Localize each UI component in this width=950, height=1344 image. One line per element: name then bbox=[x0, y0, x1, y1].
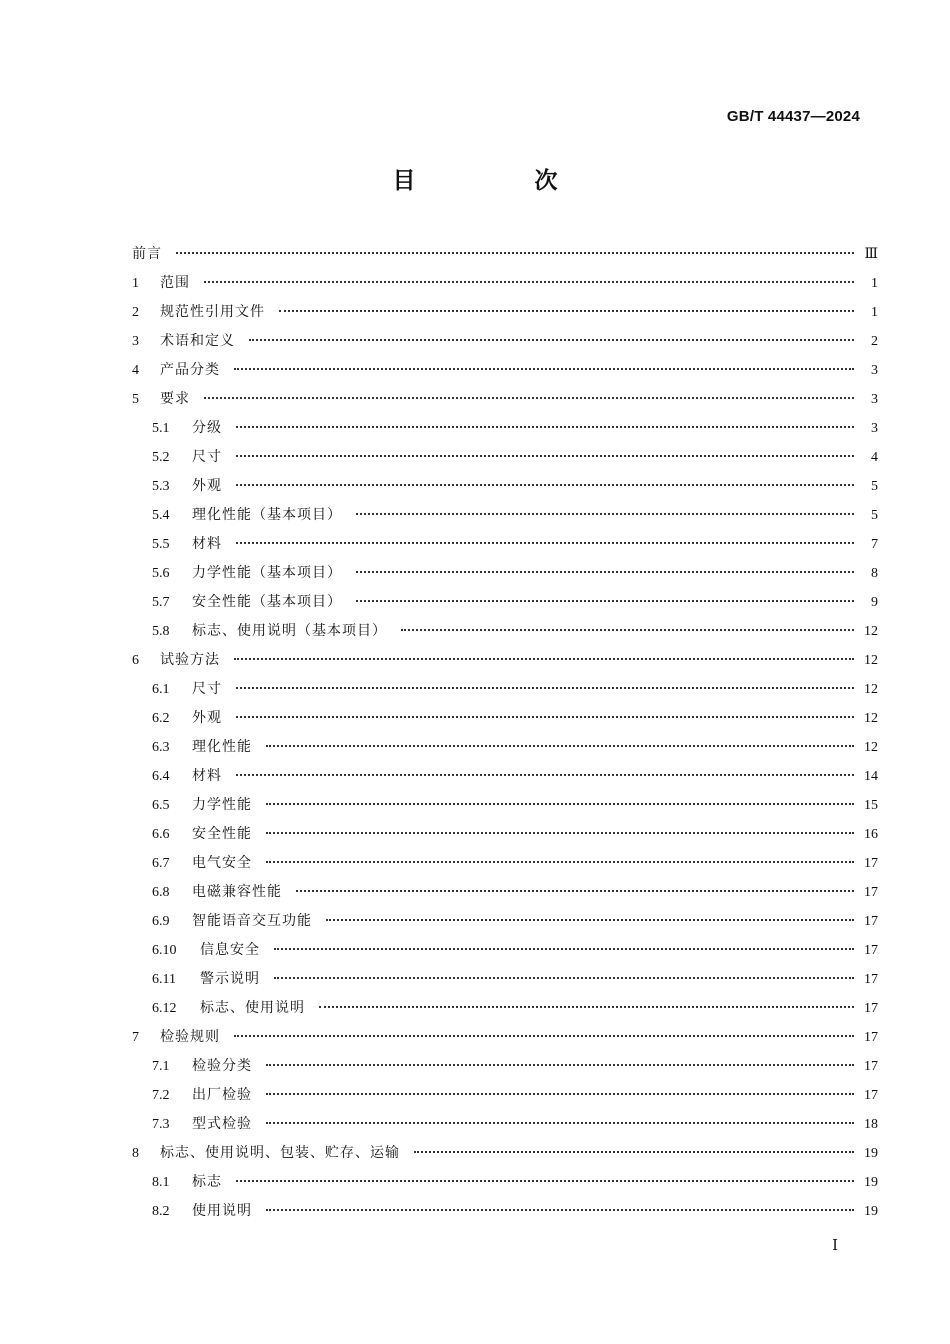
toc-entry[interactable] bbox=[132, 704, 878, 733]
toc-leader-dots bbox=[274, 977, 854, 979]
toc-entry-number: 8 bbox=[132, 1146, 139, 1161]
toc-entry-number: 6.5 bbox=[152, 798, 170, 813]
toc-entry-page: 12 bbox=[864, 682, 878, 697]
toc-leader-dots bbox=[401, 629, 854, 631]
toc-entry-number: 5 bbox=[132, 392, 139, 407]
toc-leader-dots bbox=[234, 368, 854, 370]
toc-entry-title: 试验方法 bbox=[160, 652, 220, 668]
toc-entry-page: 17 bbox=[864, 1030, 878, 1045]
toc-entry-page: 17 bbox=[864, 856, 878, 871]
toc-entry[interactable] bbox=[132, 327, 878, 356]
toc-entry-page: 12 bbox=[864, 740, 878, 755]
toc-leader-dots bbox=[266, 861, 854, 863]
toc-leader-dots bbox=[319, 1006, 854, 1008]
toc-entry-number: 5.5 bbox=[152, 537, 170, 552]
toc-entry[interactable] bbox=[132, 762, 878, 791]
toc-entry-title: 材料 bbox=[192, 536, 222, 552]
toc-entry-number: 6.1 bbox=[152, 682, 170, 697]
toc-entry[interactable] bbox=[132, 791, 878, 820]
toc-entry-title: 安全性能 bbox=[192, 826, 252, 842]
toc-entry[interactable] bbox=[132, 1110, 878, 1139]
toc-entry-page: 2 bbox=[871, 334, 878, 349]
standard-number: GB/T 44437—2024 bbox=[726, 108, 860, 125]
toc-entry[interactable] bbox=[132, 733, 878, 762]
toc-leader-dots bbox=[274, 948, 854, 950]
toc-leader-dots bbox=[279, 310, 854, 312]
toc-leader-dots bbox=[236, 455, 854, 457]
toc-entry[interactable] bbox=[132, 907, 878, 936]
toc-leader-dots bbox=[236, 687, 854, 689]
toc-entry-number: 6.8 bbox=[152, 885, 170, 900]
toc-entry-number: 5.1 bbox=[152, 421, 170, 436]
toc-entry-number: 5.4 bbox=[152, 508, 170, 523]
toc-entry-title: 材料 bbox=[192, 768, 222, 784]
toc-entry-page: 17 bbox=[864, 914, 878, 929]
toc-entry-title: 理化性能（基本项目） bbox=[192, 507, 342, 523]
toc-leader-dots bbox=[266, 1064, 854, 1066]
toc-leader-dots bbox=[236, 542, 854, 544]
toc-entry-page: 15 bbox=[864, 798, 878, 813]
toc-entry[interactable] bbox=[132, 1023, 878, 1052]
toc-entry-title: 理化性能 bbox=[192, 739, 252, 755]
toc-entry-page: 7 bbox=[871, 537, 878, 552]
toc-entry-page: 8 bbox=[871, 566, 878, 581]
toc-entry-number: 6.3 bbox=[152, 740, 170, 755]
toc-entry[interactable] bbox=[132, 501, 878, 530]
toc-entry-page: 5 bbox=[871, 508, 878, 523]
toc-entry-number: 5.6 bbox=[152, 566, 170, 581]
toc-entry-page: 19 bbox=[864, 1146, 878, 1161]
toc-leader-dots bbox=[249, 339, 854, 341]
toc-leader-dots bbox=[204, 281, 854, 283]
toc-leader-dots bbox=[236, 484, 854, 486]
toc-entry-title: 电气安全 bbox=[192, 855, 252, 871]
toc-leader-dots bbox=[266, 1093, 854, 1095]
toc-entry[interactable] bbox=[132, 617, 878, 646]
toc-leader-dots bbox=[266, 745, 854, 747]
toc-entry[interactable] bbox=[132, 356, 878, 385]
toc-leader-dots bbox=[356, 600, 854, 602]
toc-entry-page: 19 bbox=[864, 1204, 878, 1219]
toc-entry-title: 智能语音交互功能 bbox=[192, 913, 312, 929]
toc-entry-page: 12 bbox=[864, 653, 878, 668]
toc-entry-title: 外观 bbox=[192, 478, 222, 494]
toc-entry-title: 前言 bbox=[132, 246, 162, 262]
toc-entry-title: 警示说明 bbox=[200, 971, 260, 987]
toc-entry[interactable] bbox=[132, 675, 878, 704]
toc-entry-number: 2 bbox=[132, 305, 139, 320]
toc-entry[interactable] bbox=[132, 1052, 878, 1081]
toc-entry[interactable] bbox=[132, 385, 878, 414]
toc-entry-number: 5.3 bbox=[152, 479, 170, 494]
toc-entry-page: 18 bbox=[864, 1117, 878, 1132]
toc-entry-title: 力学性能 bbox=[192, 797, 252, 813]
toc-entry-number: 8.2 bbox=[152, 1204, 170, 1219]
toc-entry-title: 产品分类 bbox=[160, 362, 220, 378]
toc-entry[interactable] bbox=[132, 443, 878, 472]
toc-entry-number: 6.9 bbox=[152, 914, 170, 929]
toc-entry-title: 检验规则 bbox=[160, 1029, 220, 1045]
toc-entry-title: 检验分类 bbox=[192, 1058, 252, 1074]
toc-entry-page: 12 bbox=[864, 711, 878, 726]
toc-entry-number: 6.10 bbox=[152, 943, 177, 958]
toc-entry-title: 术语和定义 bbox=[160, 333, 235, 349]
toc-entry-page: 17 bbox=[864, 885, 878, 900]
toc-entry[interactable] bbox=[132, 820, 878, 849]
toc-entry-title: 尺寸 bbox=[192, 449, 222, 465]
toc-entry-number: 7.2 bbox=[152, 1088, 170, 1103]
toc-leader-dots bbox=[236, 426, 854, 428]
toc-entry[interactable] bbox=[132, 965, 878, 994]
toc-leader-dots bbox=[236, 1180, 854, 1182]
toc-leader-dots bbox=[326, 919, 854, 921]
toc-entry-number: 6.6 bbox=[152, 827, 170, 842]
toc-entry-page: 3 bbox=[871, 363, 878, 378]
toc-entry-number: 5.7 bbox=[152, 595, 170, 610]
toc-entry-number: 6.4 bbox=[152, 769, 170, 784]
toc-entry-title: 力学性能（基本项目） bbox=[192, 565, 342, 581]
toc-entry-page: 17 bbox=[864, 1059, 878, 1074]
toc-leader-dots bbox=[236, 716, 854, 718]
toc-entry-page: 5 bbox=[871, 479, 878, 494]
toc-entry-number: 6.12 bbox=[152, 1001, 177, 1016]
toc-entry-title: 规范性引用文件 bbox=[160, 304, 265, 320]
toc-leader-dots bbox=[266, 803, 854, 805]
toc-leader-dots bbox=[414, 1151, 854, 1153]
toc-entry[interactable] bbox=[132, 1168, 878, 1197]
toc-leader-dots bbox=[234, 1035, 854, 1037]
toc-entry-number: 7 bbox=[132, 1030, 139, 1045]
toc-entry[interactable] bbox=[132, 878, 878, 907]
toc-entry-page: 1 bbox=[871, 305, 878, 320]
toc-entry-title: 要求 bbox=[160, 391, 190, 407]
toc-entry[interactable] bbox=[132, 994, 878, 1023]
toc-entry-title: 尺寸 bbox=[192, 681, 222, 697]
toc-entry[interactable] bbox=[132, 530, 878, 559]
toc-entry[interactable] bbox=[132, 936, 878, 965]
toc-entry-title: 标志 bbox=[192, 1174, 222, 1190]
toc-leader-dots bbox=[176, 252, 854, 254]
toc-leader-dots bbox=[236, 774, 854, 776]
toc-entry-title: 范围 bbox=[160, 275, 190, 291]
toc-entry-title: 使用说明 bbox=[192, 1203, 252, 1219]
toc-leader-dots bbox=[266, 832, 854, 834]
toc-entry[interactable] bbox=[132, 269, 878, 298]
toc-entry-number: 6.7 bbox=[152, 856, 170, 871]
toc-entry[interactable] bbox=[132, 559, 878, 588]
toc-leader-dots bbox=[204, 397, 854, 399]
toc-leader-dots bbox=[266, 1209, 854, 1211]
toc-entry-number: 8.1 bbox=[152, 1175, 170, 1190]
toc-entry[interactable] bbox=[132, 472, 878, 501]
toc-entry-title: 信息安全 bbox=[200, 942, 260, 958]
toc-entry-number: 5.2 bbox=[152, 450, 170, 465]
toc-entry-number: 6.2 bbox=[152, 711, 170, 726]
toc-entry-page: Ⅲ bbox=[864, 247, 878, 262]
toc-entry-title: 安全性能（基本项目） bbox=[192, 594, 342, 610]
toc-entry-page: 17 bbox=[864, 972, 878, 987]
toc-leader-dots bbox=[296, 890, 854, 892]
toc-entry-page: 17 bbox=[864, 1001, 878, 1016]
toc-leader-dots bbox=[356, 513, 854, 515]
toc-entry-number: 7.1 bbox=[152, 1059, 170, 1074]
toc-entry[interactable] bbox=[132, 646, 878, 675]
toc-entry-title: 标志、使用说明 bbox=[200, 1000, 305, 1016]
table-of-contents bbox=[132, 240, 878, 1226]
toc-entry[interactable] bbox=[132, 588, 878, 617]
toc-entry[interactable] bbox=[132, 298, 878, 327]
toc-entry-page: 12 bbox=[864, 624, 878, 639]
page-folio: Ⅰ bbox=[832, 1238, 838, 1254]
toc-entry-title: 外观 bbox=[192, 710, 222, 726]
toc-entry-title: 电磁兼容性能 bbox=[192, 884, 282, 900]
toc-entry-page: 1 bbox=[871, 276, 878, 291]
toc-entry-page: 17 bbox=[864, 943, 878, 958]
toc-entry[interactable] bbox=[132, 1197, 878, 1226]
toc-entry-number: 6.11 bbox=[152, 972, 176, 987]
toc-entry-page: 14 bbox=[864, 769, 878, 784]
toc-entry[interactable] bbox=[132, 849, 878, 878]
toc-entry-page: 19 bbox=[864, 1175, 878, 1190]
toc-entry[interactable] bbox=[132, 414, 878, 443]
toc-entry-page: 3 bbox=[871, 392, 878, 407]
toc-entry-title: 出厂检验 bbox=[192, 1087, 252, 1103]
toc-entry-title: 型式检验 bbox=[192, 1116, 252, 1132]
toc-leader-dots bbox=[234, 658, 854, 660]
toc-entry-title: 分级 bbox=[192, 420, 222, 436]
toc-entry-number: 5.8 bbox=[152, 624, 170, 639]
page-title: 目 次 bbox=[392, 168, 606, 194]
toc-leader-dots bbox=[266, 1122, 854, 1124]
toc-leader-dots bbox=[356, 571, 854, 573]
toc-entry[interactable] bbox=[132, 240, 878, 269]
toc-entry-page: 4 bbox=[871, 450, 878, 465]
toc-entry-number: 3 bbox=[132, 334, 139, 349]
toc-entry-title: 标志、使用说明（基本项目） bbox=[192, 623, 387, 639]
toc-entry[interactable] bbox=[132, 1139, 878, 1168]
toc-entry-number: 4 bbox=[132, 363, 139, 378]
toc-entry-page: 3 bbox=[871, 421, 878, 436]
toc-entry-page: 9 bbox=[871, 595, 878, 610]
toc-entry[interactable] bbox=[132, 1081, 878, 1110]
toc-entry-page: 16 bbox=[864, 827, 878, 842]
toc-entry-page: 17 bbox=[864, 1088, 878, 1103]
toc-entry-number: 6 bbox=[132, 653, 139, 668]
toc-entry-number: 7.3 bbox=[152, 1117, 170, 1132]
toc-entry-number: 1 bbox=[132, 276, 139, 291]
toc-entry-title: 标志、使用说明、包装、贮存、运输 bbox=[160, 1145, 400, 1161]
